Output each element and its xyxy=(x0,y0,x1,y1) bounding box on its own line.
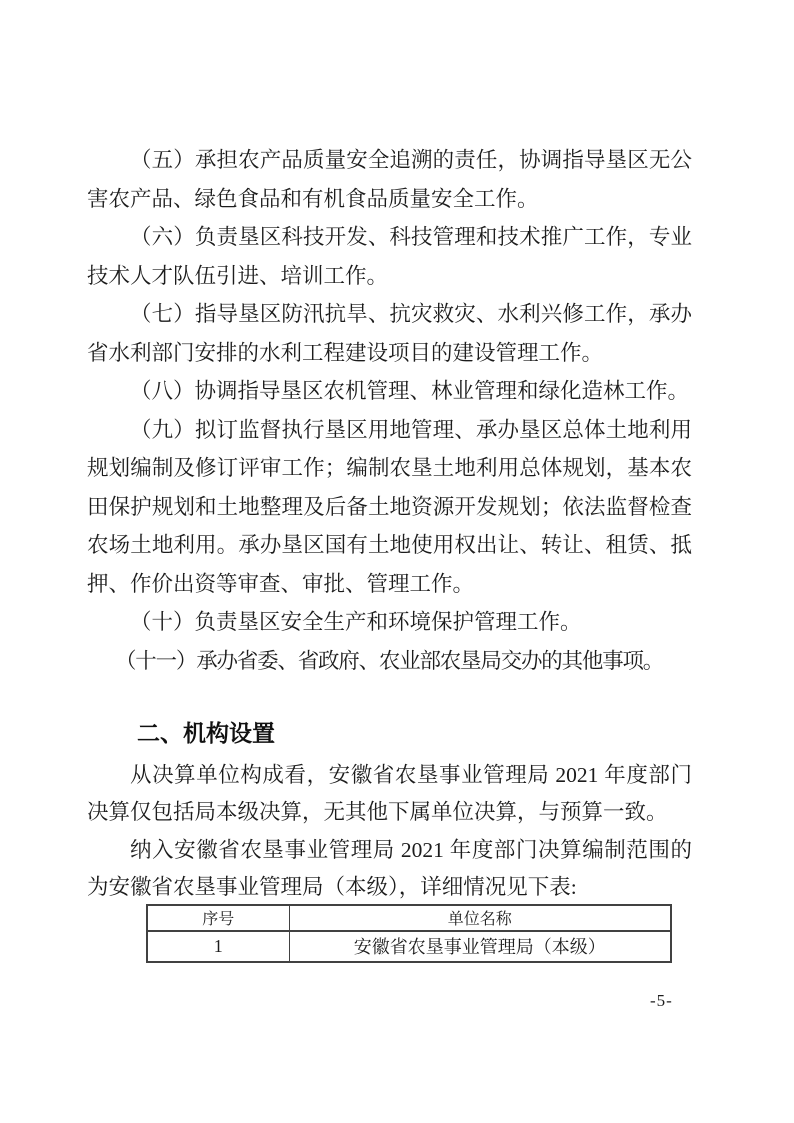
units-table xyxy=(146,904,672,963)
table-row xyxy=(147,931,671,962)
paragraph-duty-10: （十）负责垦区安全生产和环境保护管理工作。 xyxy=(130,610,582,634)
table-header-seq: 序号 xyxy=(147,905,289,931)
table-header-unit-name: 单位名称 xyxy=(289,905,671,931)
table-header-row xyxy=(147,905,671,931)
paragraph-duty-11: （十一）承办省委、省政府、农业部农垦局交办的其他事项。 xyxy=(115,648,664,673)
paragraph-duty-5: （五）承担农产品质量安全追溯的责任，协调指导垦区无公害农产品、绿色食品和有机食品质量安全工作。 xyxy=(87,148,692,211)
document-content xyxy=(87,141,692,963)
paragraph-unit-composition: 从决算单位构成看，安徽省农垦事业管理局 2021 年度部门决算仅包括局本级决算，无其他下属单位决算，与预算一致。 xyxy=(87,762,692,824)
paragraph-duty-8: （八）协调指导垦区农机管理、林业管理和绿化造林工作。 xyxy=(130,379,690,403)
table-cell-unit-name: 安徽省农垦事业管理局（本级） xyxy=(289,931,671,962)
section-heading-organization: 二、机构设置 xyxy=(137,720,275,746)
paragraph-duty-9: （九）拟订监督执行垦区用地管理、承办垦区总体土地利用规划编制及修订评审工作；编制农垦土地利用总体规划，基本农田保护规划和土地整理及后备土地资源开发规划；依法监督检查农场土地利用。承办垦区国有土地使用权出让、转让、租赁、抵押、作价出资等审查、审批、管理工作。 xyxy=(87,417,692,596)
table-cell-seq: 1 xyxy=(147,931,289,962)
paragraph-scope-intro: 纳入安徽省农垦事业管理局 2021 年度部门决算编制范围的为安徽省农垦事业管理局（本级），详细情况见下表: xyxy=(87,837,692,899)
paragraph-duty-6: （六）负责垦区科技开发、科技管理和技术推广工作，专业技术人才队伍引进、培训工作。 xyxy=(87,225,692,288)
paragraph-duty-7: （七）指导垦区防汛抗旱、抗灾救灾、水利兴修工作，承办省水利部门安排的水利工程建设项目的建设管理工作。 xyxy=(87,302,692,365)
page-number: -5- xyxy=(650,991,673,1010)
